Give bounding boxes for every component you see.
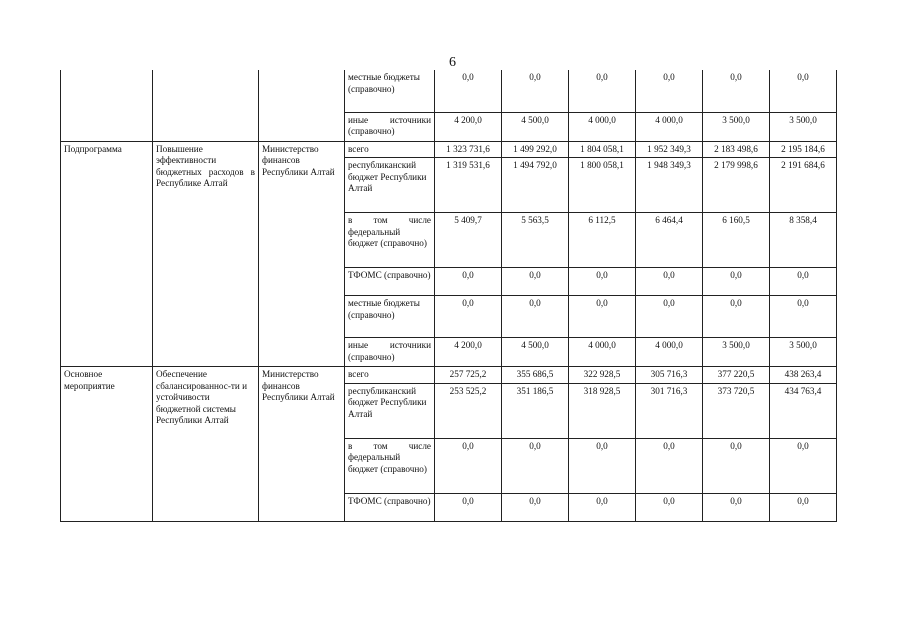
source-cell: всего	[345, 141, 435, 158]
value-cell: 3 500,0	[703, 338, 770, 367]
value-cell: 0,0	[569, 70, 636, 112]
value-cell: 2 183 498,6	[703, 141, 770, 158]
value-cell: 0,0	[636, 438, 703, 493]
page-number: 6	[449, 55, 456, 70]
value-cell: 0,0	[502, 70, 569, 112]
value-cell: 438 263,4	[770, 367, 837, 384]
value-cell: 2 191 684,6	[770, 158, 837, 213]
value-cell: 1 319 531,6	[435, 158, 502, 213]
value-cell: 301 716,3	[636, 383, 703, 438]
status-cell	[61, 70, 153, 141]
source-cell: республиканский бюджет Республики Алтай	[345, 158, 435, 213]
value-cell: 0,0	[502, 493, 569, 521]
value-cell: 0,0	[569, 268, 636, 296]
executor-cell: Министерство финансов Республики Алтай	[259, 141, 345, 367]
value-cell: 6 160,5	[703, 213, 770, 268]
value-cell: 351 186,5	[502, 383, 569, 438]
value-cell: 1 948 349,3	[636, 158, 703, 213]
value-cell: 0,0	[770, 438, 837, 493]
value-cell: 0,0	[435, 296, 502, 338]
source-cell: иные источники (справочно)	[345, 112, 435, 141]
value-cell: 4 000,0	[636, 112, 703, 141]
source-cell: в том числе федеральный бюджет (справочно)	[345, 213, 435, 268]
value-cell: 318 928,5	[569, 383, 636, 438]
value-cell: 2 179 998,6	[703, 158, 770, 213]
value-cell: 4 000,0	[569, 112, 636, 141]
source-cell: ТФОМС (справочно)	[345, 268, 435, 296]
table-row	[61, 70, 837, 112]
budget-table	[60, 70, 837, 522]
value-cell: 0,0	[435, 268, 502, 296]
value-cell: 434 763,4	[770, 383, 837, 438]
source-cell: местные бюджеты (справочно)	[345, 296, 435, 338]
value-cell: 4 500,0	[502, 112, 569, 141]
value-cell: 4 500,0	[502, 338, 569, 367]
value-cell: 8 358,4	[770, 213, 837, 268]
value-cell: 1 952 349,3	[636, 141, 703, 158]
value-cell: 3 500,0	[770, 112, 837, 141]
name-cell	[153, 70, 259, 141]
name-cell: Обеспечение сбалансированнос-ти и устойчивости бюджетной системы Республики Алтай	[153, 367, 259, 522]
name-cell: Повышение эффективности бюджетных расходов в Республике Алтай	[153, 141, 259, 367]
value-cell: 1 800 058,1	[569, 158, 636, 213]
value-cell: 0,0	[569, 438, 636, 493]
value-cell: 0,0	[703, 268, 770, 296]
status-cell: Подпрограмма	[61, 141, 153, 367]
value-cell: 2 195 184,6	[770, 141, 837, 158]
value-cell: 0,0	[703, 438, 770, 493]
value-cell: 0,0	[703, 296, 770, 338]
value-cell: 0,0	[435, 493, 502, 521]
value-cell: 355 686,5	[502, 367, 569, 384]
value-cell: 6 464,4	[636, 213, 703, 268]
value-cell: 0,0	[502, 296, 569, 338]
value-cell: 5 409,7	[435, 213, 502, 268]
value-cell: 0,0	[703, 70, 770, 112]
value-cell: 0,0	[770, 70, 837, 112]
value-cell: 377 220,5	[703, 367, 770, 384]
value-cell: 0,0	[770, 296, 837, 338]
value-cell: 0,0	[770, 493, 837, 521]
value-cell: 6 112,5	[569, 213, 636, 268]
status-cell: Основное мероприятие	[61, 367, 153, 522]
source-cell: местные бюджеты (справочно)	[345, 70, 435, 112]
value-cell: 322 928,5	[569, 367, 636, 384]
value-cell: 3 500,0	[770, 338, 837, 367]
value-cell: 4 000,0	[636, 338, 703, 367]
value-cell: 0,0	[569, 493, 636, 521]
table-row	[61, 141, 837, 158]
value-cell: 0,0	[636, 493, 703, 521]
value-cell: 5 563,5	[502, 213, 569, 268]
value-cell: 4 200,0	[435, 112, 502, 141]
value-cell: 0,0	[770, 268, 837, 296]
value-cell: 0,0	[636, 296, 703, 338]
value-cell: 253 525,2	[435, 383, 502, 438]
value-cell: 4 200,0	[435, 338, 502, 367]
value-cell: 305 716,3	[636, 367, 703, 384]
value-cell: 0,0	[502, 268, 569, 296]
value-cell: 0,0	[636, 70, 703, 112]
value-cell: 373 720,5	[703, 383, 770, 438]
value-cell: 0,0	[569, 296, 636, 338]
table-row	[61, 367, 837, 384]
value-cell: 1 494 792,0	[502, 158, 569, 213]
source-cell: республиканский бюджет Республики Алтай	[345, 383, 435, 438]
executor-cell	[259, 70, 345, 141]
value-cell: 0,0	[435, 70, 502, 112]
value-cell: 1 323 731,6	[435, 141, 502, 158]
source-cell: иные источники (справочно)	[345, 338, 435, 367]
value-cell: 3 500,0	[703, 112, 770, 141]
source-cell: всего	[345, 367, 435, 384]
value-cell: 4 000,0	[569, 338, 636, 367]
executor-cell: Министерство финансов Республики Алтай	[259, 367, 345, 522]
value-cell: 0,0	[435, 438, 502, 493]
value-cell: 0,0	[703, 493, 770, 521]
source-cell: в том числе федеральный бюджет (справочно)	[345, 438, 435, 493]
value-cell: 1 804 058,1	[569, 141, 636, 158]
value-cell: 0,0	[502, 438, 569, 493]
value-cell: 0,0	[636, 268, 703, 296]
source-cell: ТФОМС (справочно)	[345, 493, 435, 521]
value-cell: 257 725,2	[435, 367, 502, 384]
value-cell: 1 499 292,0	[502, 141, 569, 158]
